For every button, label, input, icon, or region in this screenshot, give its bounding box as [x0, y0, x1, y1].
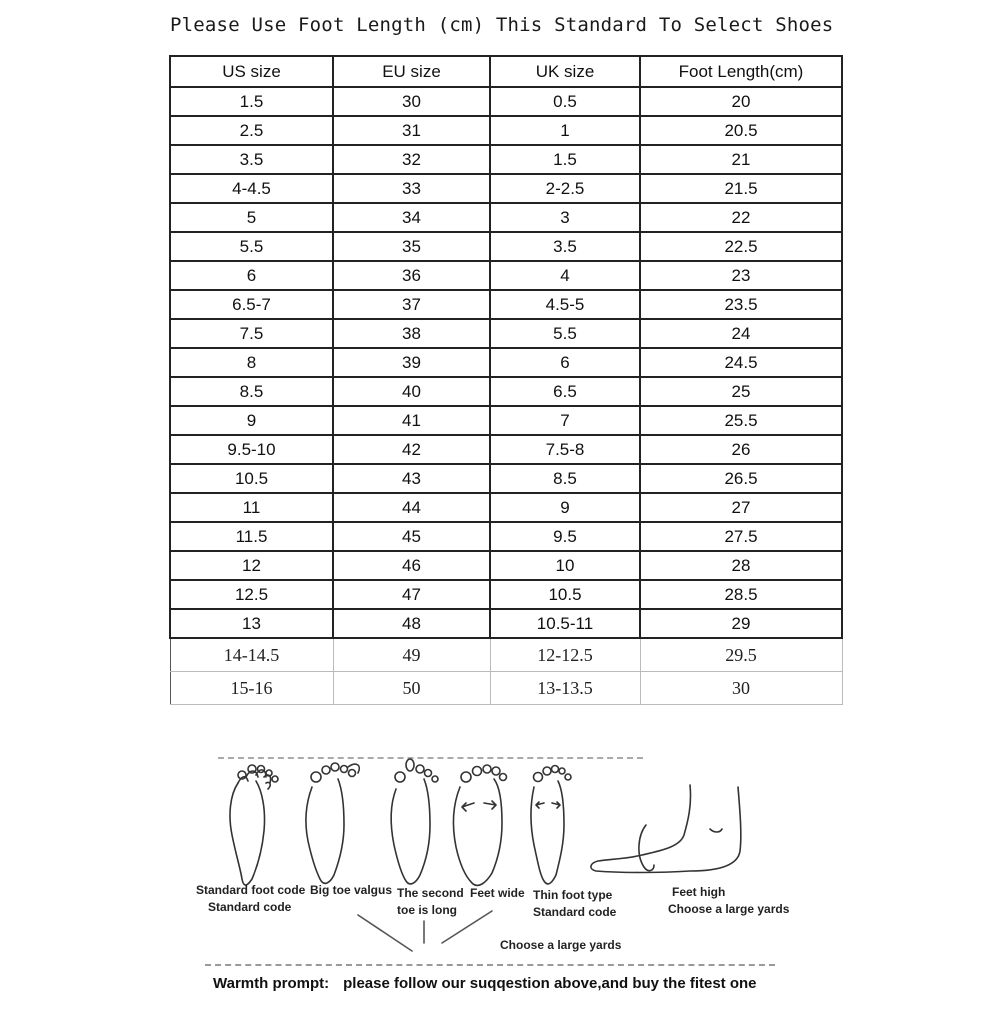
warmth-prompt	[213, 975, 757, 992]
eu-size-cell: 50	[333, 672, 490, 705]
us-size-cell: 2.5	[170, 116, 333, 145]
label-feet-high: Feet high Choose a large yards	[668, 885, 790, 916]
second-toe-long-foot-icon	[391, 759, 438, 884]
uk-size-cell: 6.5	[490, 377, 640, 406]
table-row	[170, 174, 842, 203]
foot-length-cell: 28.5	[640, 580, 842, 609]
uk-size-cell: 7	[490, 406, 640, 435]
uk-size-cell: 4.5-5	[490, 290, 640, 319]
uk-size-cell: 10.5-11	[490, 609, 640, 638]
foot-length-cell: 27	[640, 493, 842, 522]
us-size-cell: 9.5-10	[170, 435, 333, 464]
label-feet-wide: Feet wide	[470, 886, 525, 900]
warmth-text: please follow our suqqestion above,and buy the fitest one	[343, 975, 757, 992]
eu-size-cell: 39	[333, 348, 490, 377]
us-size-cell: 5.5	[170, 232, 333, 261]
uk-size-cell: 1.5	[490, 145, 640, 174]
uk-size-cell: 13-13.5	[490, 672, 640, 705]
table-row	[170, 464, 842, 493]
table-row	[170, 435, 842, 464]
table-row	[170, 580, 842, 609]
uk-size-cell: 9	[490, 493, 640, 522]
foot-length-cell: 27.5	[640, 522, 842, 551]
foot-length-cell: 20	[640, 87, 842, 116]
foot-length-cell: 21.5	[640, 174, 842, 203]
foot-length-cell: 22	[640, 203, 842, 232]
header-foot-length: Foot Length(cm)	[640, 56, 842, 87]
eu-size-cell: 32	[333, 145, 490, 174]
eu-size-cell: 45	[333, 522, 490, 551]
eu-size-cell: 40	[333, 377, 490, 406]
uk-size-cell: 3	[490, 203, 640, 232]
table-row	[170, 638, 842, 672]
foot-length-cell: 30	[640, 672, 842, 705]
label-choose-large-yards: Choose a large yards	[500, 938, 622, 952]
uk-size-cell: 6	[490, 348, 640, 377]
table-row	[170, 672, 842, 705]
eu-size-cell: 35	[333, 232, 490, 261]
foot-length-cell: 26.5	[640, 464, 842, 493]
us-size-cell: 13	[170, 609, 333, 638]
eu-size-cell: 47	[333, 580, 490, 609]
us-size-cell: 10.5	[170, 464, 333, 493]
uk-size-cell: 9.5	[490, 522, 640, 551]
foot-length-cell: 22.5	[640, 232, 842, 261]
eu-size-cell: 44	[333, 493, 490, 522]
table-row	[170, 290, 842, 319]
eu-size-cell: 37	[333, 290, 490, 319]
us-size-cell: 6	[170, 261, 333, 290]
page-title: Please Use Foot Length (cm) This Standard To Select Shoes	[170, 14, 834, 36]
us-size-cell: 7.5	[170, 319, 333, 348]
foot-types-illustration	[190, 755, 790, 965]
feet-wide-foot-icon	[453, 765, 506, 885]
table-row	[170, 522, 842, 551]
eu-size-cell: 43	[333, 464, 490, 493]
foot-length-cell: 24	[640, 319, 842, 348]
eu-size-cell: 31	[333, 116, 490, 145]
thin-foot-icon	[531, 766, 571, 884]
uk-size-cell: 4	[490, 261, 640, 290]
eu-size-cell: 48	[333, 609, 490, 638]
uk-size-cell: 10.5	[490, 580, 640, 609]
us-size-cell: 8.5	[170, 377, 333, 406]
uk-size-cell: 1	[490, 116, 640, 145]
eu-size-cell: 34	[333, 203, 490, 232]
uk-size-cell: 10	[490, 551, 640, 580]
foot-length-cell: 23.5	[640, 290, 842, 319]
us-size-cell: 15-16	[170, 672, 333, 705]
us-size-cell: 12	[170, 551, 333, 580]
eu-size-cell: 41	[333, 406, 490, 435]
foot-length-cell: 28	[640, 551, 842, 580]
table-row	[170, 116, 842, 145]
header-uk-size: UK size	[490, 56, 640, 87]
eu-size-cell: 38	[333, 319, 490, 348]
label-thin-foot: Thin foot type Standard code	[533, 888, 617, 919]
eu-size-cell: 49	[333, 638, 490, 672]
uk-size-cell: 7.5-8	[490, 435, 640, 464]
standard-foot-icon	[230, 765, 278, 885]
foot-length-cell: 21	[640, 145, 842, 174]
uk-size-cell: 3.5	[490, 232, 640, 261]
foot-length-cell: 23	[640, 261, 842, 290]
table-row	[170, 493, 842, 522]
feet-high-foot-icon	[591, 785, 741, 873]
foot-length-cell: 24.5	[640, 348, 842, 377]
table-row	[170, 377, 842, 406]
table-row	[170, 203, 842, 232]
uk-size-cell: 12-12.5	[490, 638, 640, 672]
eu-size-cell: 30	[333, 87, 490, 116]
header-eu-size: EU size	[333, 56, 490, 87]
warmth-label: Warmth prompt:	[213, 975, 330, 992]
eu-size-cell: 46	[333, 551, 490, 580]
foot-length-cell: 20.5	[640, 116, 842, 145]
table-row	[170, 87, 842, 116]
header-us-size: US size	[170, 56, 333, 87]
us-size-cell: 6.5-7	[170, 290, 333, 319]
uk-size-cell: 2-2.5	[490, 174, 640, 203]
eu-size-cell: 42	[333, 435, 490, 464]
uk-size-cell: 0.5	[490, 87, 640, 116]
table-row	[170, 319, 842, 348]
us-size-cell: 9	[170, 406, 333, 435]
big-toe-valgus-foot-icon	[306, 763, 359, 883]
eu-size-cell: 33	[333, 174, 490, 203]
label-standard-foot: Standard foot code Standard code	[196, 883, 306, 914]
us-size-cell: 11	[170, 493, 333, 522]
us-size-cell: 8	[170, 348, 333, 377]
us-size-cell: 1.5	[170, 87, 333, 116]
table-row	[170, 261, 842, 290]
us-size-cell: 5	[170, 203, 333, 232]
us-size-cell: 14-14.5	[170, 638, 333, 672]
foot-length-cell: 26	[640, 435, 842, 464]
table-row	[170, 145, 842, 174]
eu-size-cell: 36	[333, 261, 490, 290]
table-row	[170, 551, 842, 580]
table-row	[170, 406, 842, 435]
uk-size-cell: 8.5	[490, 464, 640, 493]
divider-bottom	[205, 964, 775, 966]
foot-length-cell: 29.5	[640, 638, 842, 672]
table-header-row	[170, 56, 842, 87]
size-chart-table	[169, 55, 843, 705]
us-size-cell: 11.5	[170, 522, 333, 551]
foot-length-cell: 25	[640, 377, 842, 406]
foot-length-cell: 29	[640, 609, 842, 638]
us-size-cell: 4-4.5	[170, 174, 333, 203]
foot-length-cell: 25.5	[640, 406, 842, 435]
table-row	[170, 609, 842, 638]
label-big-toe-valgus: Big toe valgus	[310, 883, 393, 897]
table-row	[170, 348, 842, 377]
table-row	[170, 232, 842, 261]
uk-size-cell: 5.5	[490, 319, 640, 348]
label-second-toe-long: The second toe is long	[397, 886, 464, 917]
us-size-cell: 12.5	[170, 580, 333, 609]
us-size-cell: 3.5	[170, 145, 333, 174]
